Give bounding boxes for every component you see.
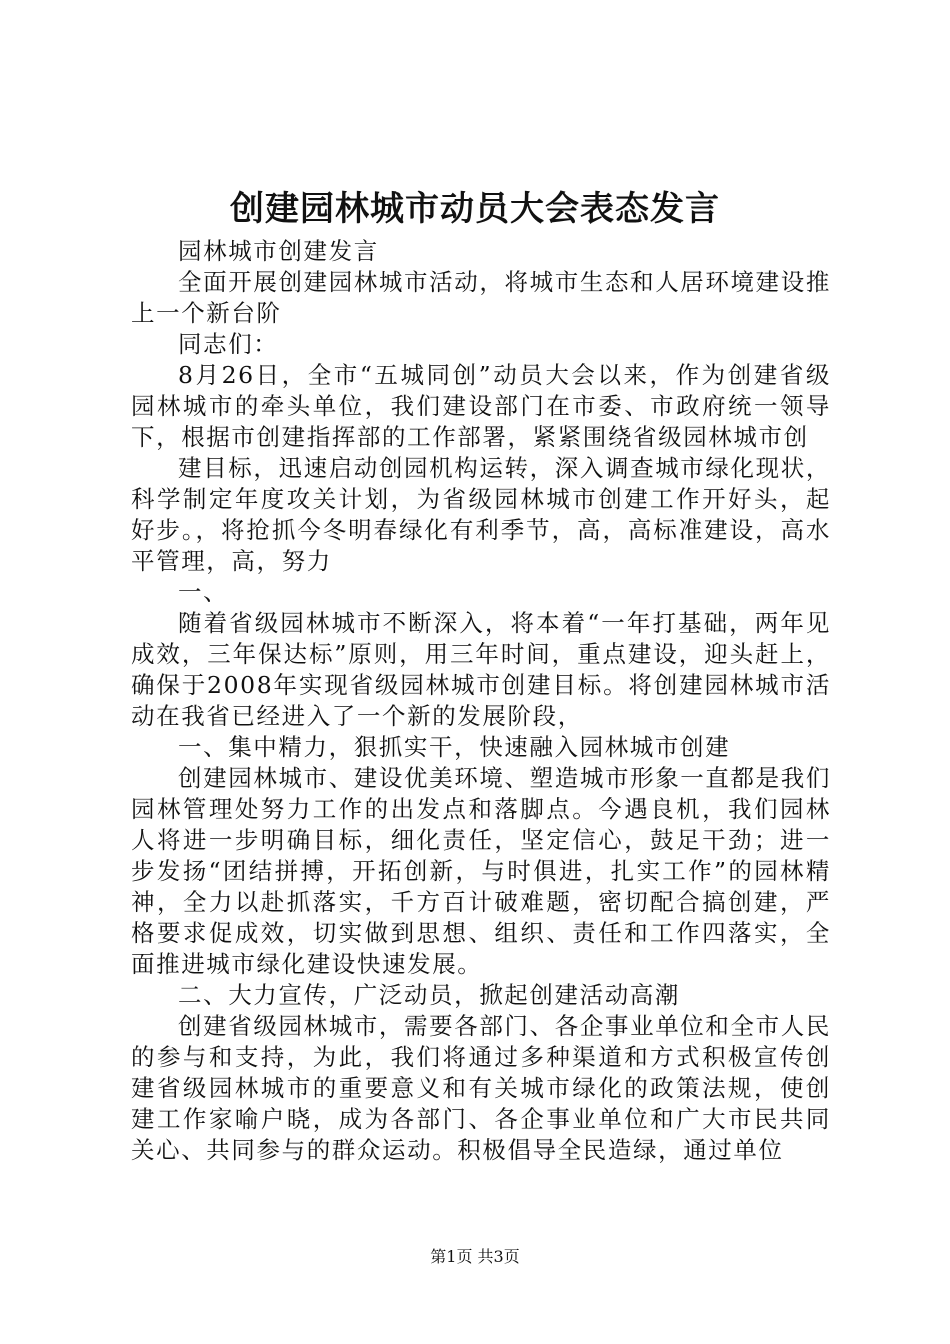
- paragraph: 创建园林城市、建设优美环境、塑造城市形象一直都是我们园林管理处努力工作的出发点和落脚点。今遇良机，我们园林人将进一步明确目标，细化责任，坚定信心，鼓足干劲；进一步发扬“团结拼搏，开拓创新，与时俱进，扎实工作”的园林精神，全力以赴抓落实，千方百计破难题，密切配合搞创建，严格要求促成效，切实做到思想、组织、责任和工作四落实，全面推进城市绿化建设快速发展。: [131, 764, 831, 978]
- paragraph: 创建省级园林城市，需要各部门、各企事业单位和全市人民的参与和支持，为此，我们将通过多种渠道和方式积极宣传创建省级园林城市的重要意义和有关城市绿化的政策法规，使创建工作家喻户晓，成为各部门、各企事业单位和广大市民共同关心、共同参与的群众运动。积极倡导全民造绿，通过单位: [131, 1012, 831, 1164]
- paragraph: 园林城市创建发言: [178, 237, 379, 265]
- section-heading: 一、集中精力，狠抓实干，快速融入园林城市创建: [178, 733, 731, 761]
- document-body: [131, 236, 831, 1166]
- paragraph: 建目标，迅速启动创园机构运转，深入调查城市绿化现状，科学制定年度攻关计划，为省级园林城市创建工作开好头，起好步。，将抢抓今冬明春绿化有利季节，高，高标准建设，高水平管理，高，努力: [131, 454, 831, 575]
- paragraph: 8月26日，全市“五城同创”动员大会以来，作为创建省级园林城市的牵头单位，我们建设部门在市委、市政府统一领导下，根据市创建指挥部的工作部署，紧紧围绕省级园林城市创: [131, 361, 831, 451]
- document-title: 创建园林城市动员大会表态发言: [230, 189, 720, 229]
- paragraph: 随着省级园林城市不断深入，将本着“一年打基础，两年见成效，三年保达标”原则，用三年时间，重点建设，迎头赶上，确保于2008年实现省级园林城市创建目标。将创建园林城市活动在我省已经进入了一个新的发展阶段，: [131, 609, 831, 730]
- paragraph: 同志们：: [178, 330, 279, 358]
- section-heading: 二、大力宣传，广泛动员，掀起创建活动高潮: [178, 981, 680, 1009]
- paragraph: 全面开展创建园林城市活动，将城市生态和人居环境建设推上一个新台阶: [131, 268, 831, 327]
- paragraph: 一、: [178, 578, 229, 606]
- page-number: 第1页 共3页: [430, 1247, 520, 1266]
